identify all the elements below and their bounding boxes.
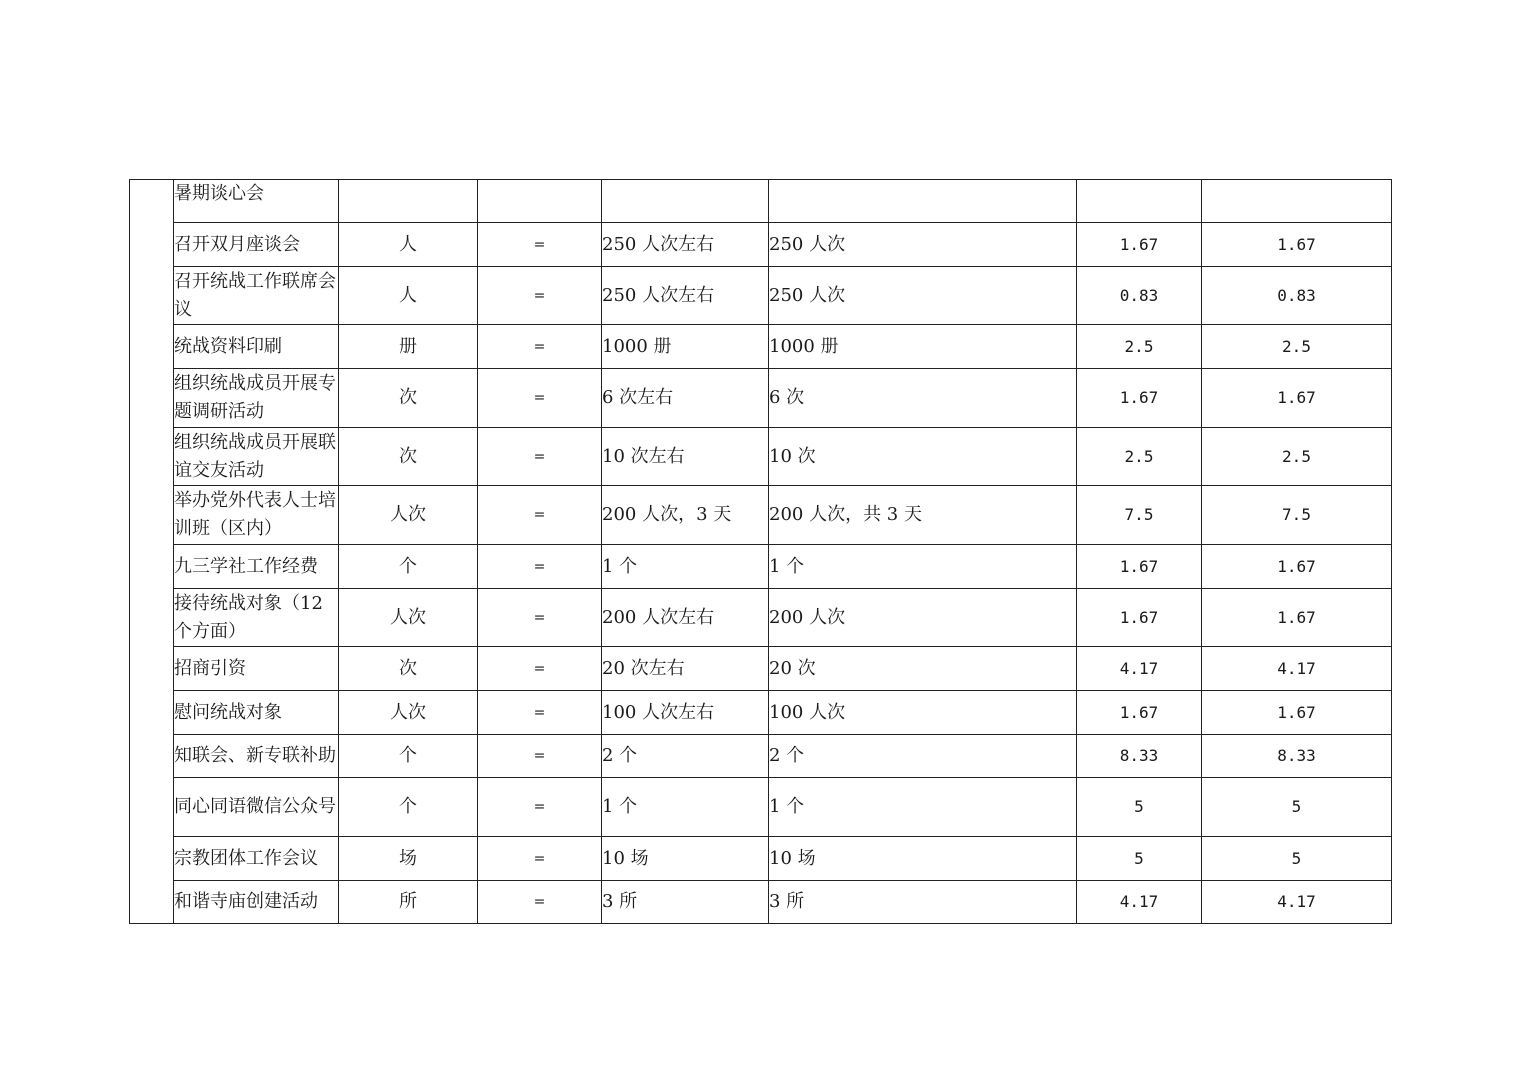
weight-value-cell: 2.5 <box>1077 325 1202 369</box>
weight-value-cell: 5 <box>1077 837 1202 881</box>
unit-cell: 所 <box>339 881 478 924</box>
table-row <box>130 691 1392 735</box>
score-value-cell: 1.67 <box>1202 589 1392 647</box>
table-row <box>130 589 1392 647</box>
planned-value-cell: 200 人次，3 天 <box>602 486 769 545</box>
score-value-cell: 7.5 <box>1202 486 1392 545</box>
table-row <box>130 267 1392 325</box>
planned-value-cell: 200 人次左右 <box>602 589 769 647</box>
table-row <box>130 180 1392 223</box>
item-name-cell: 暑期谈心会 <box>174 180 339 223</box>
operator-cell: = <box>478 325 602 369</box>
score-value-cell: 2.5 <box>1202 325 1392 369</box>
weight-value-cell: 4.17 <box>1077 881 1202 924</box>
table-row <box>130 778 1392 837</box>
table-row <box>130 837 1392 881</box>
planned-value-cell: 2 个 <box>602 735 769 778</box>
actual-value-cell: 200 人次 <box>769 589 1077 647</box>
weight-value-cell: 1.67 <box>1077 691 1202 735</box>
weight-value-cell: 0.83 <box>1077 267 1202 325</box>
score-value-cell: 1.67 <box>1202 691 1392 735</box>
actual-value-cell: 6 次 <box>769 369 1077 428</box>
planned-value-cell: 250 人次左右 <box>602 267 769 325</box>
planned-value-cell: 250 人次左右 <box>602 223 769 267</box>
unit-cell: 人次 <box>339 486 478 545</box>
actual-value-cell: 250 人次 <box>769 267 1077 325</box>
table-row <box>130 369 1392 428</box>
operator-cell: = <box>478 486 602 545</box>
unit-cell: 次 <box>339 428 478 486</box>
unit-cell <box>339 180 478 223</box>
item-name-cell: 知联会、新专联补助 <box>174 735 339 778</box>
unit-cell: 场 <box>339 837 478 881</box>
item-name-cell: 组织统战成员开展专题调研活动 <box>174 369 339 428</box>
unit-cell: 人 <box>339 267 478 325</box>
planned-value-cell: 20 次左右 <box>602 647 769 691</box>
unit-cell: 册 <box>339 325 478 369</box>
weight-value-cell: 1.67 <box>1077 545 1202 589</box>
operator-cell: = <box>478 647 602 691</box>
table-row <box>130 647 1392 691</box>
planned-value-cell: 6 次左右 <box>602 369 769 428</box>
weight-value-cell <box>1077 180 1202 223</box>
item-name-cell: 慰问统战对象 <box>174 691 339 735</box>
weight-value-cell: 7.5 <box>1077 486 1202 545</box>
unit-cell: 次 <box>339 647 478 691</box>
planned-value-cell <box>602 180 769 223</box>
planned-value-cell: 10 场 <box>602 837 769 881</box>
score-value-cell: 5 <box>1202 837 1392 881</box>
actual-value-cell: 250 人次 <box>769 223 1077 267</box>
actual-value-cell: 3 所 <box>769 881 1077 924</box>
indicator-table <box>129 179 1392 924</box>
table-row <box>130 545 1392 589</box>
operator-cell: = <box>478 369 602 428</box>
table-row <box>130 486 1392 545</box>
planned-value-cell: 1000 册 <box>602 325 769 369</box>
actual-value-cell: 2 个 <box>769 735 1077 778</box>
weight-value-cell: 1.67 <box>1077 223 1202 267</box>
planned-value-cell: 10 次左右 <box>602 428 769 486</box>
score-value-cell: 8.33 <box>1202 735 1392 778</box>
item-name-cell: 接待统战对象（12个方面） <box>174 589 339 647</box>
operator-cell: = <box>478 735 602 778</box>
table-row <box>130 325 1392 369</box>
operator-cell: = <box>478 589 602 647</box>
operator-cell <box>478 180 602 223</box>
operator-cell: = <box>478 691 602 735</box>
actual-value-cell: 1 个 <box>769 545 1077 589</box>
item-name-cell: 九三学社工作经费 <box>174 545 339 589</box>
score-value-cell: 0.83 <box>1202 267 1392 325</box>
score-value-cell: 4.17 <box>1202 647 1392 691</box>
actual-value-cell: 10 场 <box>769 837 1077 881</box>
unit-cell: 个 <box>339 778 478 837</box>
weight-value-cell: 1.67 <box>1077 369 1202 428</box>
unit-cell: 人次 <box>339 691 478 735</box>
merged-category-cell <box>130 180 174 924</box>
planned-value-cell: 1 个 <box>602 545 769 589</box>
planned-value-cell: 3 所 <box>602 881 769 924</box>
score-value-cell: 4.17 <box>1202 881 1392 924</box>
weight-value-cell: 2.5 <box>1077 428 1202 486</box>
weight-value-cell: 5 <box>1077 778 1202 837</box>
operator-cell: = <box>478 881 602 924</box>
actual-value-cell: 100 人次 <box>769 691 1077 735</box>
unit-cell: 个 <box>339 545 478 589</box>
item-name-cell: 召开双月座谈会 <box>174 223 339 267</box>
unit-cell: 次 <box>339 369 478 428</box>
actual-value-cell <box>769 180 1077 223</box>
operator-cell: = <box>478 778 602 837</box>
item-name-cell: 宗教团体工作会议 <box>174 837 339 881</box>
operator-cell: = <box>478 545 602 589</box>
item-name-cell: 统战资料印刷 <box>174 325 339 369</box>
table-row <box>130 223 1392 267</box>
score-value-cell: 1.67 <box>1202 545 1392 589</box>
planned-value-cell: 100 人次左右 <box>602 691 769 735</box>
actual-value-cell: 10 次 <box>769 428 1077 486</box>
score-value-cell: 5 <box>1202 778 1392 837</box>
item-name-cell: 组织统战成员开展联谊交友活动 <box>174 428 339 486</box>
unit-cell: 个 <box>339 735 478 778</box>
operator-cell: = <box>478 837 602 881</box>
item-name-cell: 和谐寺庙创建活动 <box>174 881 339 924</box>
operator-cell: = <box>478 267 602 325</box>
score-value-cell: 1.67 <box>1202 369 1392 428</box>
item-name-cell: 同心同语微信公众号 <box>174 778 339 837</box>
weight-value-cell: 1.67 <box>1077 589 1202 647</box>
unit-cell: 人次 <box>339 589 478 647</box>
score-value-cell <box>1202 180 1392 223</box>
score-value-cell: 2.5 <box>1202 428 1392 486</box>
item-name-cell: 召开统战工作联席会议 <box>174 267 339 325</box>
operator-cell: = <box>478 223 602 267</box>
actual-value-cell: 1 个 <box>769 778 1077 837</box>
actual-value-cell: 200 人次，共 3 天 <box>769 486 1077 545</box>
table-row <box>130 881 1392 924</box>
weight-value-cell: 8.33 <box>1077 735 1202 778</box>
table-body <box>130 180 1392 924</box>
weight-value-cell: 4.17 <box>1077 647 1202 691</box>
table-row <box>130 428 1392 486</box>
actual-value-cell: 20 次 <box>769 647 1077 691</box>
actual-value-cell: 1000 册 <box>769 325 1077 369</box>
planned-value-cell: 1 个 <box>602 778 769 837</box>
item-name-cell: 招商引资 <box>174 647 339 691</box>
item-name-cell: 举办党外代表人士培训班（区内） <box>174 486 339 545</box>
operator-cell: = <box>478 428 602 486</box>
table-row <box>130 735 1392 778</box>
score-value-cell: 1.67 <box>1202 223 1392 267</box>
unit-cell: 人 <box>339 223 478 267</box>
